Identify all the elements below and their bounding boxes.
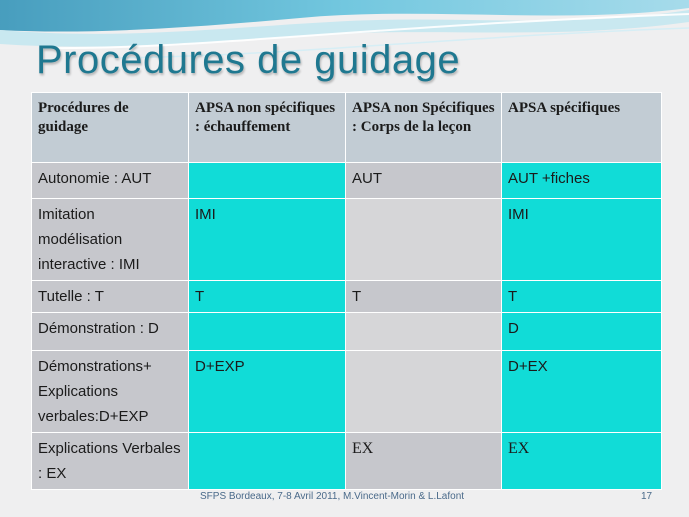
table-row — [32, 163, 662, 199]
table-cell: IMI — [502, 199, 662, 281]
slide-footer — [0, 491, 689, 507]
table-header-row — [32, 93, 662, 163]
table-cell — [346, 199, 502, 281]
row-label: Imitation modélisation interactive : IMI — [32, 199, 189, 281]
table-cell: IMI — [189, 199, 346, 281]
table-cell: AUT — [346, 163, 502, 199]
header-cell-lesson-body: APSA non Spécifiques : Corps de la leçon — [346, 93, 502, 163]
slide-title: Procédures de guidage — [36, 38, 461, 82]
row-label: Explications Verbales : EX — [32, 433, 189, 490]
table-cell: T — [502, 281, 662, 313]
table-cell — [189, 313, 346, 351]
table-cell — [346, 313, 502, 351]
table-row — [32, 351, 662, 433]
table-cell — [189, 163, 346, 199]
header-cell-warmup: APSA non spécifiques : échauffement — [189, 93, 346, 163]
header-cell-procedures: Procédures de guidage — [32, 93, 189, 163]
table-row — [32, 199, 662, 281]
row-label: Démonstration : D — [32, 313, 189, 351]
table-cell: EX — [502, 433, 662, 490]
table-cell: D+EXP — [189, 351, 346, 433]
table-row — [32, 433, 662, 490]
table-cell — [189, 433, 346, 490]
row-label: Démonstrations+ Explications verbales:D+EXP — [32, 351, 189, 433]
table-cell: D — [502, 313, 662, 351]
footer-credit: SFPS Bordeaux, 7-8 Avril 2011, M.Vincent-Morin & L.Lafont — [200, 491, 465, 502]
row-label: Autonomie : AUT — [32, 163, 189, 199]
table-cell: D+EX — [502, 351, 662, 433]
header-cell-specific: APSA spécifiques — [502, 93, 662, 163]
row-label: Tutelle : T — [32, 281, 189, 313]
table-row — [32, 281, 662, 313]
table-cell: T — [346, 281, 502, 313]
page-number: 17 — [641, 491, 653, 502]
table-cell: AUT +fiches — [502, 163, 662, 199]
table-cell — [346, 351, 502, 433]
table-row — [32, 313, 662, 351]
table-cell: EX — [346, 433, 502, 490]
table-cell: T — [189, 281, 346, 313]
guidance-table — [31, 92, 662, 490]
